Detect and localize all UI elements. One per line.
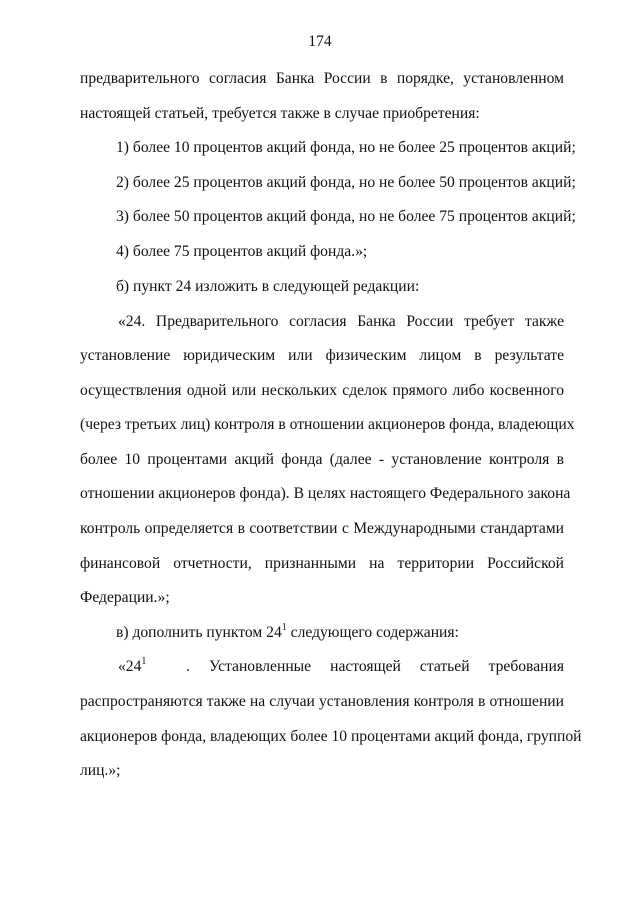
text-fragment	[118, 657, 146, 677]
superscript: 1	[281, 622, 287, 633]
list-item: 4) более 75 процентов акций фонда.»;	[116, 243, 368, 260]
text-line: Федерации.»;	[80, 589, 170, 606]
text-line: распространяются также на случаи установления контроля в отношении	[80, 693, 564, 710]
superscript: 1	[141, 656, 147, 667]
text-line: осуществления одной или нескольких сделок прямого либо косвенного	[80, 382, 564, 399]
text-line: «24. Предварительного согласия Банка России требует также	[118, 313, 564, 330]
list-item: 1) более 10 процентов акций фонда, но не более 25 процентов акций;	[116, 139, 576, 156]
text-line: отношении акционеров фонда). В целях настоящего Федерального закона	[80, 485, 571, 502]
list-item: 2) более 25 процентов акций фонда, но не более 50 процентов акций;	[116, 174, 576, 191]
text-line: контроль определяется в соответствии с Международными стандартами	[80, 520, 564, 537]
text-fragment: . Установленные настоящей статьей требования	[186, 658, 564, 675]
text-line: акционеров фонда, владеющих более 10 процентами акций фонда, группой	[80, 728, 582, 745]
text-fragment: «24	[118, 658, 142, 675]
text-line: более 10 процентами акций фонда (далее - установление контроля в	[80, 451, 564, 468]
text-line	[116, 623, 459, 643]
text-fragment: следующего содержания:	[286, 624, 459, 641]
text-line: установление юридическим или физическим лицом в результате	[80, 347, 564, 364]
text-line: настоящей статьей, требуется также в случае приобретения:	[80, 105, 480, 122]
list-item: 3) более 50 процентов акций фонда, но не более 75 процентов акций;	[116, 208, 576, 225]
text-fragment: в) дополнить пунктом 24	[116, 624, 282, 641]
text-line: б) пункт 24 изложить в следующей редакции:	[116, 278, 420, 295]
page-number: 174	[308, 33, 332, 50]
text-line: финансовой отчетности, признанными на территории Российской	[80, 555, 564, 572]
text-line: предварительного согласия Банка России в порядке, установленном	[80, 70, 564, 87]
text-line: лиц.»;	[80, 762, 121, 779]
text-line: (через третьих лиц) контроля в отношении акционеров фонда, владеющих	[80, 416, 575, 433]
text-line	[118, 657, 564, 677]
